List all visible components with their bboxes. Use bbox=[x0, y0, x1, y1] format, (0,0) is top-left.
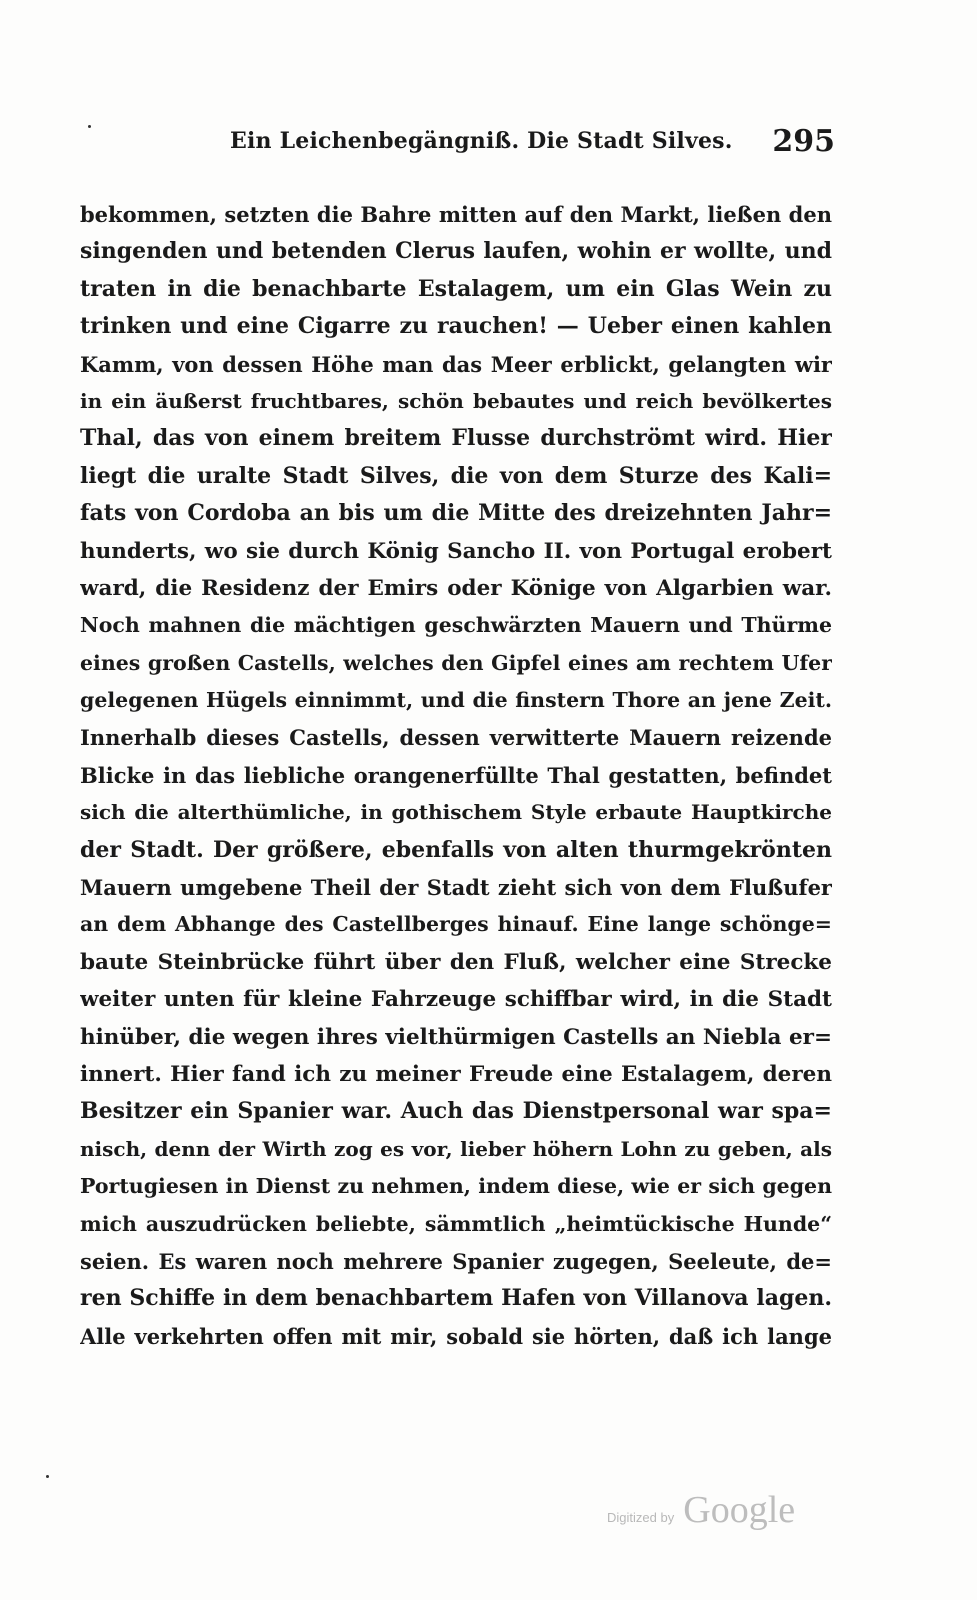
text-line: Kamm, von dessen Höhe man das Meer erblickt, gelangten wir bbox=[80, 351, 832, 377]
text-line: weiter unten für kleine Fahrzeuge schiffbar wird, in die Stadt bbox=[80, 987, 832, 1013]
text-line: innert. Hier fand ich zu meiner Freude eine Estalagem, deren bbox=[80, 1061, 832, 1087]
print-speck bbox=[46, 1475, 49, 1478]
text-line: Alle verkehrten offen mit mir, sobald sie hörten, daß ich lange bbox=[80, 1323, 832, 1349]
digitized-by-google-watermark bbox=[607, 1488, 795, 1532]
text-line: nisch, denn der Wirth zog es vor, lieber höhern Lohn zu geben, als bbox=[80, 1136, 832, 1161]
text-line: ren Schiffe in dem benachbartem Hafen von Villanova lagen. bbox=[80, 1285, 832, 1312]
text-line: mich auszudrücken beliebte, sämmtlich „heimtückische Hunde“ bbox=[80, 1211, 832, 1236]
text-line: gelegenen Hügels einnimmt, und die finstern Thore an jene Zeit. bbox=[80, 688, 832, 713]
text-line: Noch mahnen die mächtigen geschwärzten Mauern und Thürme bbox=[80, 613, 832, 638]
text-line: der Stadt. Der größere, ebenfalls von alten thurmgekrönten bbox=[80, 836, 832, 863]
text-line: eines großen Castells, welches den Gipfel eines am rechtem Ufer bbox=[80, 650, 832, 675]
text-line: singenden und betenden Clerus laufen, wohin er wollte, und bbox=[80, 238, 832, 265]
text-line: Innerhalb dieses Castells, dessen verwitterte Mauern reizende bbox=[80, 725, 832, 751]
text-line: traten in die benachbarte Estalagem, um ein Glas Wein zu bbox=[80, 275, 832, 302]
text-line: hunderts, wo sie durch König Sancho II. von Portugal erobert bbox=[80, 538, 832, 564]
text-line: hinüber, die wegen ihres vielthürmigen Castells an Niebla er= bbox=[80, 1024, 832, 1050]
text-line: sich die alterthümliche, in gothischem Style erbaute Hauptkirche bbox=[80, 800, 832, 825]
text-line: trinken und eine Cigarre zu rauchen! — Ueber einen kahlen bbox=[80, 313, 832, 340]
page-number: 295 bbox=[772, 124, 835, 159]
text-line: an dem Abhange des Castellberges hinauf. Eine lange schönge= bbox=[80, 912, 832, 937]
text-line: ward, die Residenz der Emirs oder Könige von Algarbien war. bbox=[80, 575, 832, 601]
running-title: Ein Leichenbegängniß. Die Stadt Silves. bbox=[230, 128, 733, 154]
google-logo: Google bbox=[683, 1489, 796, 1531]
text-line: Blicke in das liebliche orangenerfüllte Thal gestatten, befindet bbox=[80, 762, 832, 788]
text-line: Portugiesen in Dienst zu nehmen, indem diese, wie er sich gegen bbox=[80, 1174, 832, 1199]
text-line: Besitzer ein Spanier war. Auch das Dienstpersonal war spa= bbox=[80, 1098, 832, 1125]
watermark-prefix: Digitized by bbox=[607, 1510, 675, 1525]
text-line: seien. Es waren noch mehrere Spanier zugegen, Seeleute, de= bbox=[80, 1248, 832, 1274]
text-line: bekommen, setzten die Bahre mitten auf den Markt, ließen den bbox=[80, 202, 832, 227]
text-line: liegt die uralte Stadt Silves, die von dem Sturze des Kali= bbox=[80, 462, 832, 489]
text-line: fats von Cordoba an bis um die Mitte des dreizehnten Jahr= bbox=[80, 500, 832, 527]
body-text bbox=[80, 196, 832, 1355]
text-line: baute Steinbrücke führt über den Fluß, welcher eine Strecke bbox=[80, 949, 832, 975]
page-header bbox=[230, 124, 835, 168]
text-line: in ein äußerst fruchtbares, schön bebautes und reich bevölkertes bbox=[80, 388, 832, 413]
text-line: Thal, das von einem breitem Flusse durchströmt wird. Hier bbox=[80, 425, 832, 452]
text-line: Mauern umgebene Theil der Stadt zieht sich von dem Flußufer bbox=[80, 875, 832, 901]
print-speck bbox=[88, 125, 91, 128]
